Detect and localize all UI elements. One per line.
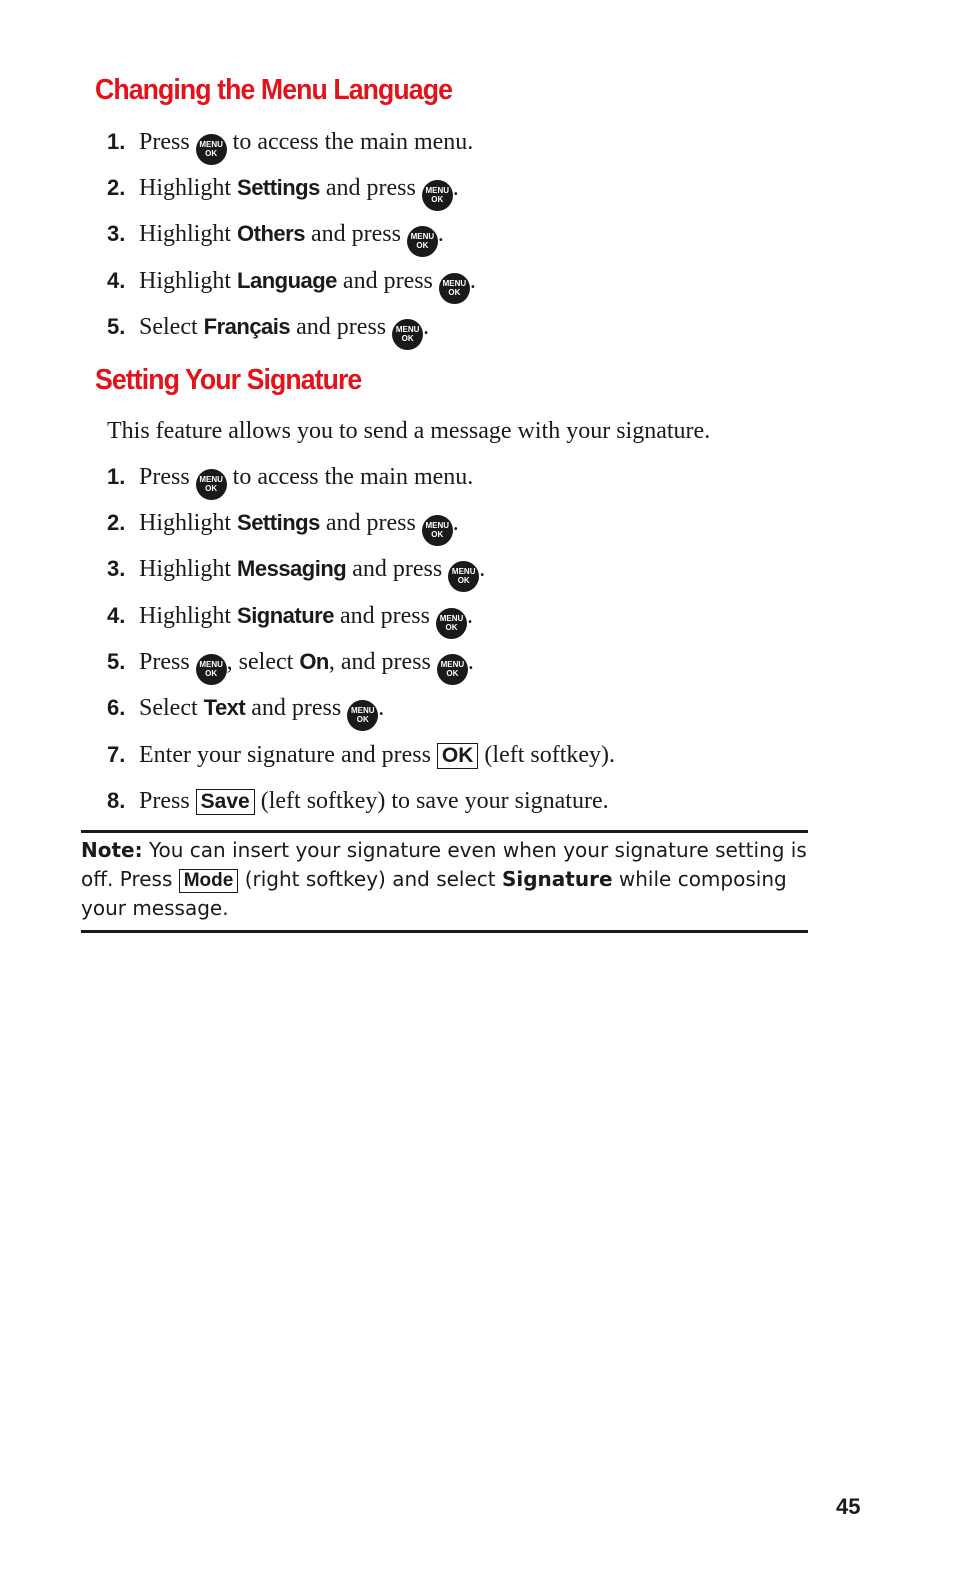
- menu-item-name: Signature: [237, 603, 334, 628]
- menu-ok-key-icon: MENU OK: [196, 134, 227, 165]
- menu-ok-key-icon: MENU OK: [392, 319, 423, 350]
- note-text: (right softkey) and select: [244, 867, 496, 891]
- menu-ok-key-icon: MENU OK: [407, 226, 438, 257]
- menu-item-name: Others: [237, 221, 305, 246]
- punctuation: .: [378, 695, 385, 721]
- punctuation: .: [469, 268, 476, 294]
- punctuation: .: [466, 603, 473, 629]
- step-text: to access the main menu.: [232, 129, 474, 155]
- menu-ok-key-icon: MENU OK: [422, 515, 453, 546]
- step-1-press-menu: [107, 127, 473, 165]
- punctuation: .: [452, 175, 459, 201]
- step-number: 3.: [107, 221, 126, 246]
- menu-item-name: Language: [237, 268, 337, 293]
- menu-item-name: Text: [203, 695, 246, 720]
- menu-ok-key-icon: MENU OK: [436, 608, 467, 639]
- step-text: and press: [310, 221, 401, 247]
- step-text: Press: [139, 129, 190, 155]
- step-number: 3.: [107, 556, 126, 581]
- step-text: Highlight: [139, 556, 232, 582]
- note-text: You can insert your signature even when your signature setting is off. Press: [81, 838, 807, 891]
- menu-ok-key-icon: MENU OK: [196, 469, 227, 500]
- menu-item-name: On: [299, 649, 329, 674]
- menu-ok-key-icon: MENU OK: [439, 273, 470, 304]
- sig-step-6-select-text: [107, 693, 384, 731]
- punctuation: .: [467, 649, 474, 675]
- step-text: (left softkey) to save your signature.: [260, 788, 609, 814]
- step-text: and press: [251, 695, 342, 721]
- sig-step-1-press-menu: [107, 462, 473, 500]
- ok-softkey-label: OK: [437, 743, 479, 769]
- step-text: and press: [325, 175, 416, 201]
- step-text: and press: [339, 603, 430, 629]
- note-label: Note:: [81, 838, 143, 862]
- punctuation: .: [452, 510, 459, 536]
- punctuation: .: [479, 556, 486, 582]
- menu-item-name: Settings: [237, 510, 320, 535]
- step-text: Press: [139, 464, 190, 490]
- step-number: 7.: [107, 742, 126, 767]
- punctuation: .: [423, 314, 430, 340]
- step-3-highlight-others: [107, 219, 444, 257]
- step-text: Press: [139, 788, 190, 814]
- menu-ok-key-icon: MENU OK: [196, 654, 227, 685]
- step-number: 5.: [107, 649, 126, 674]
- step-5-select-francais: [107, 312, 429, 350]
- step-number: 1.: [107, 129, 126, 154]
- step-4-highlight-language: [107, 266, 476, 304]
- note-text: while composing your message.: [81, 867, 787, 920]
- sig-step-7-enter-signature: [107, 740, 615, 770]
- step-number: 5.: [107, 314, 126, 339]
- sig-step-8-press-save: [107, 786, 609, 816]
- mode-softkey-label: Mode: [179, 869, 239, 893]
- punctuation: .: [437, 221, 444, 247]
- page-number: 45: [836, 1494, 861, 1519]
- note-bold-term: Signature: [501, 867, 613, 891]
- step-number: 2.: [107, 175, 126, 200]
- menu-item-name: Messaging: [237, 556, 347, 581]
- step-text: , and press: [328, 649, 431, 675]
- menu-item-name: Français: [203, 314, 291, 339]
- sig-step-2-highlight-settings: [107, 508, 459, 546]
- menu-ok-key-icon: MENU OK: [448, 561, 479, 592]
- note-top-rule: [81, 830, 808, 833]
- save-softkey-label: Save: [196, 789, 255, 815]
- step-text: Highlight: [139, 175, 232, 201]
- sig-step-4-highlight-signature: [107, 601, 473, 639]
- step-number: 4.: [107, 603, 126, 628]
- step-text: and press: [296, 314, 387, 340]
- section-title-signature: Setting Your Signature: [95, 364, 362, 396]
- note-box: [81, 836, 808, 923]
- step-text: Enter your signature and press: [139, 742, 431, 768]
- step-2-highlight-settings: [107, 173, 459, 211]
- section-title-menu-language: Changing the Menu Language: [95, 74, 453, 106]
- step-text: and press: [352, 556, 443, 582]
- step-text: , select: [226, 649, 294, 675]
- menu-ok-key-icon: MENU OK: [422, 180, 453, 211]
- step-text: and press: [325, 510, 416, 536]
- step-number: 4.: [107, 268, 126, 293]
- step-number: 1.: [107, 464, 126, 489]
- step-text: Highlight: [139, 221, 232, 247]
- menu-item-name: Settings: [237, 175, 320, 200]
- step-text: Highlight: [139, 268, 232, 294]
- step-text: Highlight: [139, 603, 232, 629]
- step-number: 2.: [107, 510, 126, 535]
- step-number: 6.: [107, 695, 126, 720]
- step-number: 8.: [107, 788, 126, 813]
- step-text: Select: [139, 314, 198, 340]
- step-text: to access the main menu.: [232, 464, 474, 490]
- step-text: Press: [139, 649, 190, 675]
- step-text: Highlight: [139, 510, 232, 536]
- note-bottom-rule: [81, 930, 808, 933]
- step-text: (left softkey).: [484, 742, 616, 768]
- menu-ok-key-icon: MENU OK: [347, 700, 378, 731]
- step-text: and press: [342, 268, 433, 294]
- sig-step-5-select-on: [107, 647, 474, 685]
- section-intro: This feature allows you to send a message with your signature.: [107, 418, 711, 444]
- step-text: Select: [139, 695, 198, 721]
- sig-step-3-highlight-messaging: [107, 554, 485, 592]
- menu-ok-key-icon: MENU OK: [437, 654, 468, 685]
